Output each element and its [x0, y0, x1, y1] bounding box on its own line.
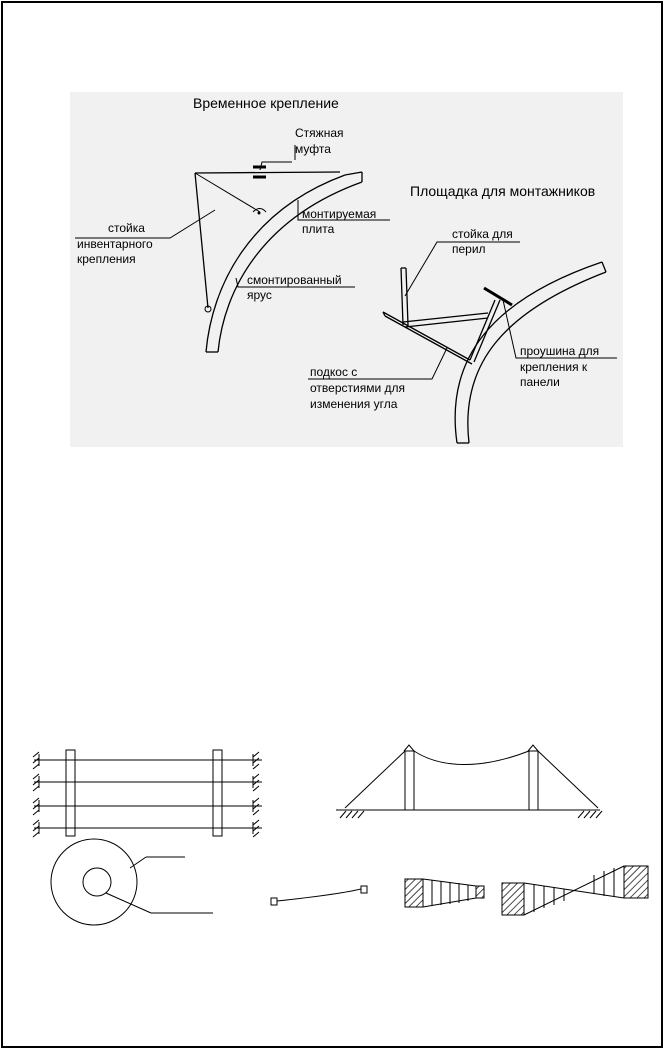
diagonal-brace [195, 173, 260, 212]
label-brace-2: отверстиями для [310, 381, 405, 395]
label-brace-1: подкос с [310, 365, 358, 379]
right-pylon [529, 751, 538, 810]
left-support-beam [66, 750, 75, 836]
eyelet-icon [484, 288, 512, 305]
label-mounted-slab-2: плита [302, 222, 335, 236]
label-eyelet-3: панели [520, 375, 560, 389]
left-pylon [405, 751, 414, 810]
left-stay [345, 751, 405, 808]
tapered-member-small [405, 879, 484, 907]
label-inventory-post-2: инвентарного [77, 237, 153, 251]
suspension-cable-drawing [336, 745, 602, 818]
label-brace-3: изменения угла [310, 397, 398, 411]
mounted-tier-outer [206, 175, 345, 352]
label-coupling-2: муфта [295, 142, 331, 156]
label-mounted-tier-2: ярус [247, 288, 272, 302]
label-inventory-post-3: крепления [77, 252, 136, 266]
label-eyelet-1: проушина для [520, 344, 600, 358]
right-support-beam [213, 750, 222, 836]
label-railing-post-2: перил [452, 242, 486, 256]
title-installers-platform: Площадка для монтажников [410, 183, 596, 199]
cable-grid-drawing [33, 750, 262, 837]
installers-platform-drawing [308, 183, 617, 443]
inner-ring [83, 868, 111, 896]
label-railing-post-1: стойка для [452, 227, 513, 241]
tie-rod [195, 172, 340, 173]
sagging-cable-drawing [271, 886, 367, 905]
label-mounted-slab-1: монтируемая [302, 207, 377, 221]
label-coupling-1: Стяжная [295, 126, 344, 140]
ground-hatch-icon [340, 811, 364, 818]
inventory-post [195, 173, 208, 308]
label-eyelet-2: крепления к [520, 360, 588, 374]
ground-hatch-icon [253, 752, 259, 837]
tapered-member-double [502, 866, 648, 915]
outer-ring [51, 839, 137, 925]
ground-hatch-icon [33, 752, 39, 837]
right-stay [538, 751, 598, 808]
title-temporary-fastening: Временное крепление [193, 95, 339, 111]
railing-post [401, 268, 403, 325]
label-inventory-post-1: стойка [108, 221, 145, 235]
ground-hatch-icon [578, 811, 602, 818]
ring-plan-drawing [51, 839, 213, 925]
temporary-fastening-drawing [75, 95, 390, 352]
main-cable [414, 751, 529, 765]
label-mounted-tier-1: смонтированный [247, 273, 342, 287]
adjustable-brace [470, 300, 495, 360]
platform-deck [403, 313, 488, 322]
